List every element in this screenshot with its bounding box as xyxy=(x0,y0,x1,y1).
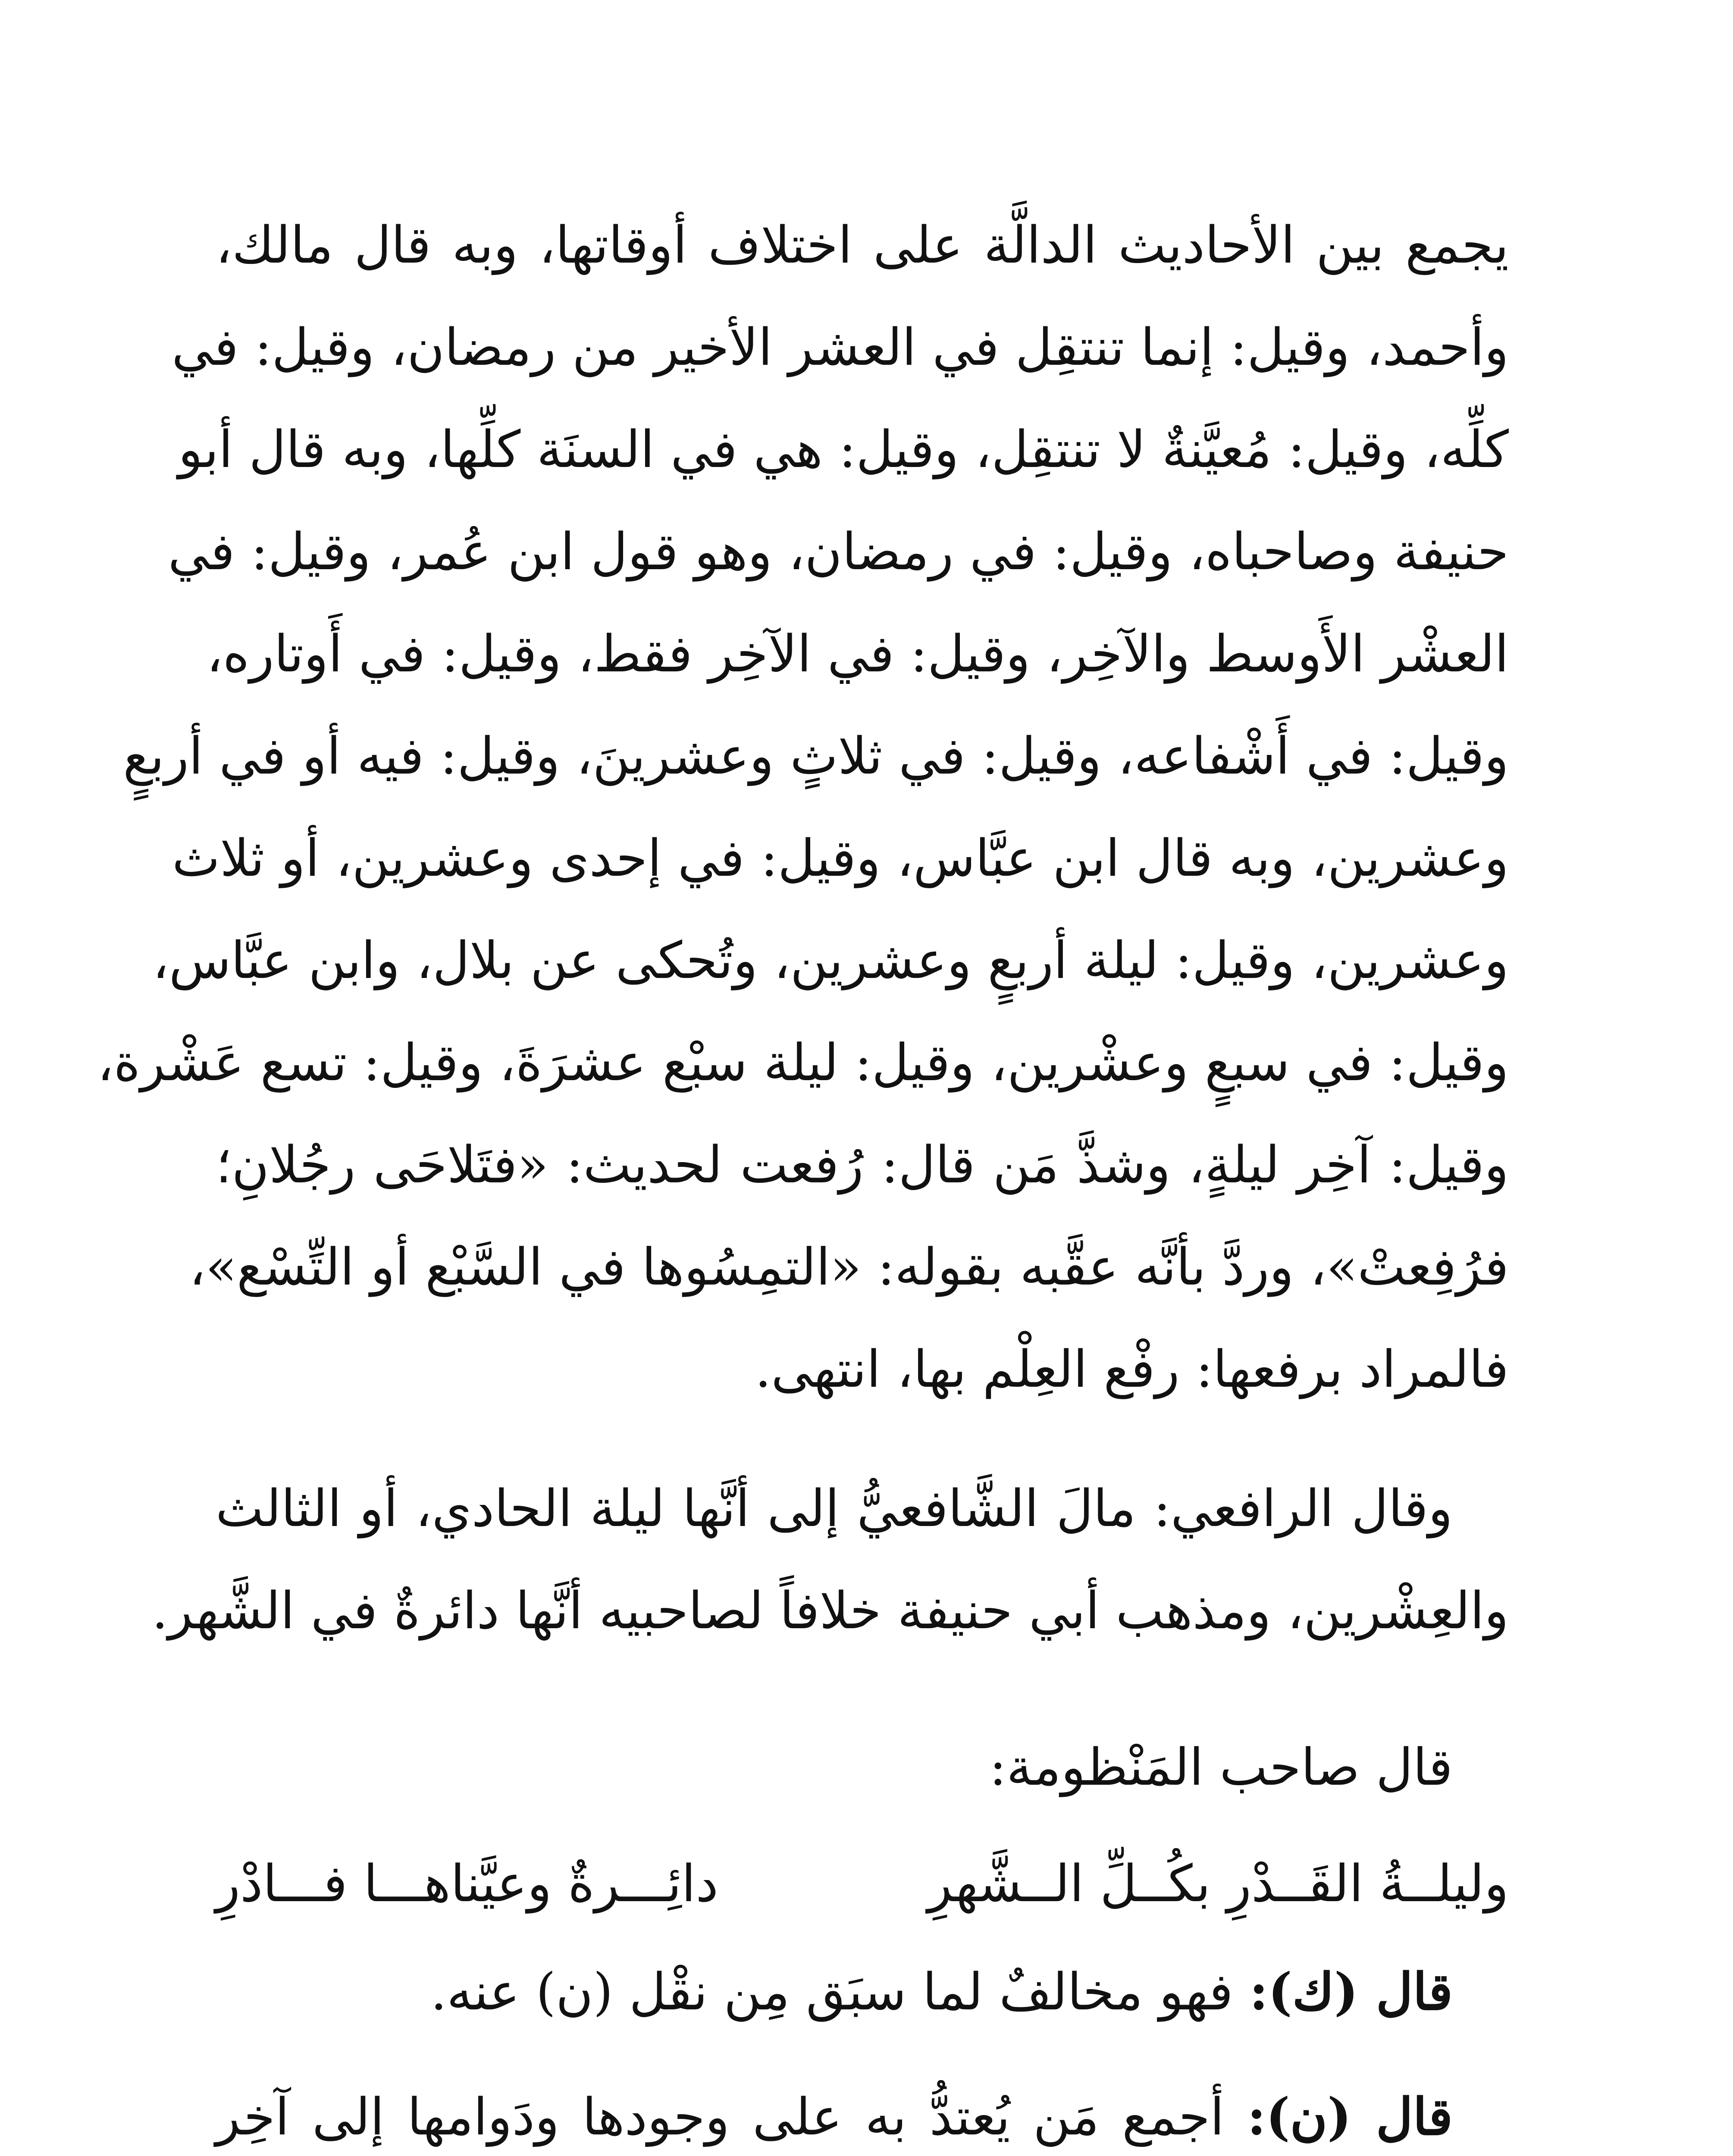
text-line: وعشرين، وبه قال ابن عبَّاس، وقيل: في إحدى وعشرين، أو ثلاث xyxy=(172,828,1509,888)
note-k xyxy=(216,1940,1509,2043)
text-line: وعشرين، وقيل: ليلة أربعٍ وعشرين، وتُحكى عن بلال، وابن عبَّاس، xyxy=(152,931,1509,990)
paragraph-rafii xyxy=(152,1457,1509,1662)
text-line: فالمراد برفعها: رفْع العِلْم بها، انتهى. xyxy=(755,1339,1509,1399)
text-line: كلِّه، وقيل: مُعيَّنةٌ لا تنتقِل، وقيل: هي في السنَة كلِّها، وبه قال أبو xyxy=(178,420,1509,479)
text-line: العشْر الأَوسط والآخِر، وقيل: في الآخِر فقط، وقيل: في أَوتاره، xyxy=(206,624,1509,683)
verse-first-hemistich: وليلــةُ القَــدْرِ بكُــلِّ الــشَّهرِ xyxy=(927,1854,1509,1913)
text-line: يجمع بين الأحاديث الدالَّة على اختلاف أوقاتها، وبه قال مالك، xyxy=(216,215,1509,275)
verse-intro-text: قال صاحب المَنْظومة: xyxy=(989,1737,1453,1797)
paragraph-opinions xyxy=(97,194,1509,1420)
note-k-text: فهو مخالفٌ لما سبَق مِن نقْل (ن) عنه. xyxy=(430,1962,1233,2021)
text-line: وقيل: في سبعٍ وعشْرين، وقيل: ليلة سبْع عشرَةَ، وقيل: تسع عَشْرة، xyxy=(97,1033,1509,1092)
note-n-text: أجمع مَن يُعتدُّ به على وجودها ودَوامها إلى آخِر xyxy=(216,2087,1225,2147)
note-n xyxy=(216,2065,1509,2156)
text-line: فرُفِعتْ»، وردَّ بأنَّه عقَّبه بقوله: «التمِسُوها في السَّبْع أو التِّسْع»، xyxy=(189,1237,1509,1297)
note-n-line-1 xyxy=(216,2065,1509,2156)
text-line: وقيل: في أَشْفاعه، وقيل: في ثلاثٍ وعشرينَ، وقيل: فيه أو في أربعٍ xyxy=(123,726,1509,786)
text-line: وقال الرافعي: مالَ الشَّافعيُّ إلى أنَّها ليلة الحادي، أو الثالث xyxy=(216,1479,1453,1538)
note-k-line xyxy=(216,1940,1509,2043)
note-k-label: قال (ك): xyxy=(1249,1962,1453,2021)
text-line: حنيفة وصاحباه، وقيل: في رمضان، وهو قول ابن عُمر، وقيل: في xyxy=(168,522,1509,581)
text-line: وأحمد، وقيل: إنما تنتقِل في العشر الأخير من رمضان، وقيل: في xyxy=(172,317,1509,377)
poem-verse xyxy=(216,1833,1509,1936)
text-line: والعِشْرين، ومذهب أبي حنيفة خلافاً لصاحبيه أنَّها دائرةٌ في الشَّهر. xyxy=(152,1581,1509,1640)
text-line: وقيل: آخِر ليلةٍ، وشذَّ مَن قال: رُفعت لحديث: «فتَلاحَى رجُلانِ؛ xyxy=(216,1135,1509,1194)
note-n-label: قال (ن): xyxy=(1247,2087,1453,2147)
verse-second-hemistich: دائِـــرةٌ وعيَّناهـــا فـــادْرِ xyxy=(216,1854,718,1913)
verse-intro xyxy=(216,1716,1509,1818)
